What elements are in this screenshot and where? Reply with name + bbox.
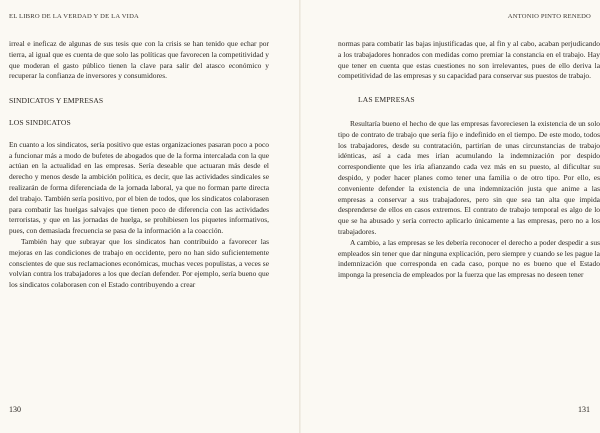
page-number-left: 130: [9, 405, 21, 414]
running-head-left: EL LIBRO DE LA VERDAD Y DE LA VIDA: [9, 13, 139, 20]
section-heading: SINDICATOS Y EMPRESAS: [9, 96, 104, 106]
paragraph-intro: irreal e ineficaz de algunas de sus tesis que con la crisis se han tenido que echar por tierra, al igual que es cuenta de que solo las políticas que favorecen la competitividad y que moderan el gasto público tienen la clave para salir del atasco económico y recuperar la confianza de inversores y consumidores.: [9, 39, 269, 81]
page-number-right: 131: [578, 405, 590, 414]
left-page-body: [9, 39, 269, 291]
paragraph-resultaria: Resultaría bueno el hecho de que las empresas favoreciesen la existencia de un solo tipo de contrato de trabajo que sería fijo e indefinido en el tiempo. De este modo, todos los trabajadores, desde su contratación, partirían de unas circunstancias de trabajo idénticas, así a cada mes irían acumulando la indemnización por despido correspondiente que les iría afianzando cada vez más en su puesto, al dificultar su despido, y poder hacer planes como tener una familia o de otro tipo. Por ello, es conveniente defender la existencia de una indemnización justa que anime a las empresas a conservar a sus trabajadores, pero sin que sea tan alta que impida desprenderse de ellos en casos extremos. El contrato de trabajo temporal es algo de lo que se ha abusado y sería correcto aplicarlo únicamente a las empresas, pero no a los trabajadores.: [338, 118, 600, 236]
paragraph-subrayar: También hay que subrayar que los sindicatos han contribuido a favorecer las mejoras en las condiciones de trabajo en occidente, pero no han sido suficientemente conscientes de que sus reclamaciones económicas, muchas veces populistas, a veces se volvían contra los trabajadores a los que decían defender. Por ejemplo, sería bueno que los sindicatos colaborasen con el Estado contribuyendo a crear: [9, 236, 269, 290]
paragraph-continuation: normas para combatir las bajas injustificadas que, al fin y al cabo, acaban perjudicando a los trabajadores honrados con medidas como premiar la constancia en el trabajo. Hay que tener en cuenta que estas cuestiones no son irrelevantes, pues de ello deriva la competitividad de las empresas y su capacidad para conservar sus puestos de trabajo.: [338, 39, 600, 81]
subsection-heading-sindicatos: LOS SINDICATOS: [9, 117, 71, 127]
right-page: [300, 0, 600, 433]
paragraph-cambio: A cambio, a las empresas se les debería reconocer el derecho a poder despedir a sus empleados sin tener que dar ninguna explicación, pero siempre y cuando se les pague la indemnización que corresponda en cada caso, porque no es bueno que el Estado imponga la presencia de empleados por la fuerza que las empresas no deseen tener: [338, 237, 600, 280]
running-head-right: ANTONIO PINTO RENEDO: [507, 13, 591, 20]
paragraph-sindicatos: En cuanto a los sindicatos, sería positivo que estas organizaciones pasaran poco a poco a funcionar más a modo de bufetes de abogados que de la forma intercalada con la que actúan en la actualidad en las empresas. Sería deseable que actuaran más desde el derecho y menos desde la ambición política, es decir, que las actividades sindicales se realizarán de forma diferenciada de la jornada laboral, ya que no forman parte directa del trabajo. También sería positivo, por el bien de todos, que los sindicatos colaborasen para combatir las huelgas salvajes que tienen poco de diferencia con las actividades terroristas, y que en las jornadas de huelga, se prohibiesen los piquetes informativos, pues, con demasiada frecuencia se pasa de la información a la coacción.: [9, 139, 269, 236]
subsection-heading-empresas: LAS EMPRESAS: [358, 95, 415, 105]
right-page-body: [338, 39, 600, 281]
